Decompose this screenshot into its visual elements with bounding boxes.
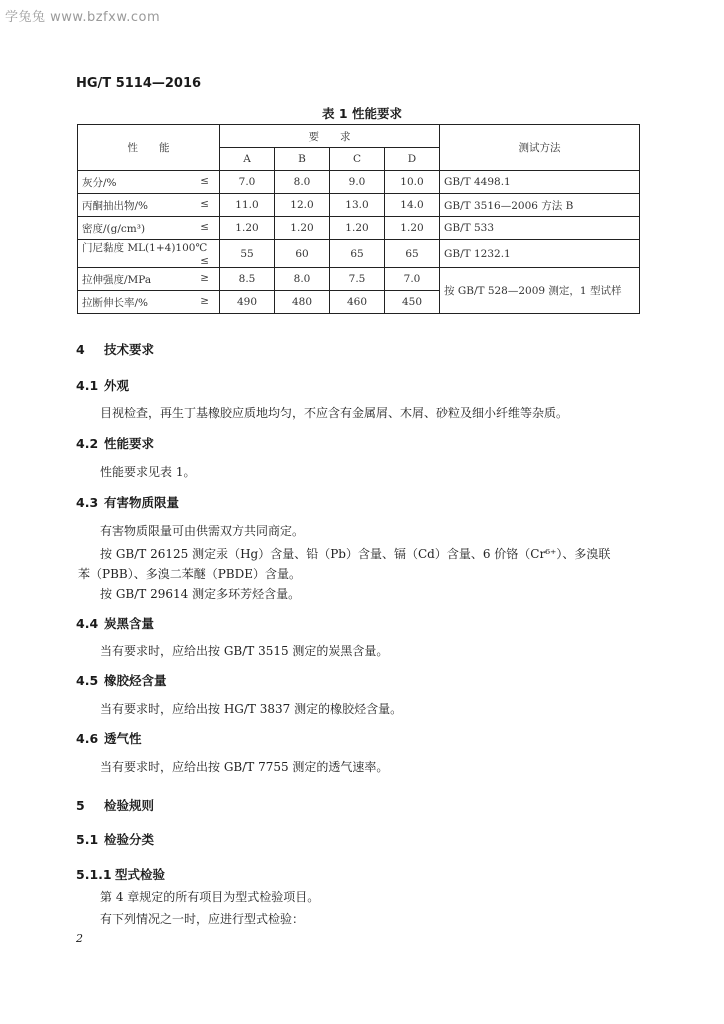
section-4-1-text: 目视检查，再生丁基橡胶应质地均匀，不应含有金属屑、木屑、砂粒及细小纤维等杂质。	[100, 406, 569, 420]
table-caption: 表 1 性能要求	[322, 106, 402, 121]
cell-b: 8.0	[275, 171, 330, 194]
header-grade-d: D	[385, 148, 440, 171]
cell-d: 1.20	[385, 217, 440, 240]
cell-d: 14.0	[385, 194, 440, 217]
cell-b: 480	[275, 291, 330, 314]
row-operator: ≤	[200, 220, 209, 233]
section-5-1-1-text-1: 第 4 章规定的所有项目为型式检验项目。	[100, 890, 320, 904]
cell-a: 8.5	[220, 268, 275, 291]
section-4-3-text-2: 按 GB/T 26125 测定汞（Hg）含量、铅（Pb）含量、镉（Cd）含量、6 价铬（Cr⁶⁺）、多溴联	[100, 547, 611, 561]
cell-d: 65	[385, 240, 440, 268]
section-4-3-heading: 4.3 有害物质限量	[76, 495, 180, 510]
cell-c: 1.20	[330, 217, 385, 240]
header-requirement: 要 求	[220, 125, 440, 148]
cell-method: GB/T 4498.1	[440, 171, 640, 194]
section-4-5-text: 当有要求时，应给出按 HG/T 3837 测定的橡胶烃含量。	[100, 702, 403, 716]
section-4-3-text-2-cont: 苯（PBB）、多溴二苯醚（PBDE）含量。	[78, 567, 301, 581]
document-id: HG/T 5114—2016	[76, 76, 202, 91]
cell-method: GB/T 3516—2006 方法 B	[440, 194, 640, 217]
row-operator: ≥	[200, 294, 209, 307]
section-5-1-1-heading: 5.1.1 型式检验	[76, 867, 166, 882]
cell-a: 490	[220, 291, 275, 314]
section-4-heading: 4 技术要求	[76, 342, 155, 357]
cell-d: 450	[385, 291, 440, 314]
table-row	[78, 217, 640, 240]
row-operator: ≥	[200, 271, 209, 284]
header-method: 测试方法	[440, 125, 640, 171]
section-5-1-1-text-2: 有下列情况之一时，应进行型式检验：	[100, 912, 305, 926]
cell-a: 55	[220, 240, 275, 268]
header-grade-a: A	[220, 148, 275, 171]
row-name: 丙酮抽出物/%	[82, 199, 149, 212]
cell-method: GB/T 533	[440, 217, 640, 240]
cell-method: GB/T 1232.1	[440, 240, 640, 268]
header-grade-c: C	[330, 148, 385, 171]
watermark: 学兔兔 www.bzfxw.com	[5, 10, 161, 25]
section-5-heading: 5 检验规则	[76, 798, 155, 813]
row-name: 密度/(g/cm³)	[82, 222, 146, 235]
section-4-4-heading: 4.4 炭黑含量	[76, 616, 155, 631]
table-row	[78, 268, 640, 291]
cell-b: 60	[275, 240, 330, 268]
cell-a: 7.0	[220, 171, 275, 194]
cell-b: 8.0	[275, 268, 330, 291]
cell-b: 12.0	[275, 194, 330, 217]
section-4-2-text: 性能要求见表 1。	[100, 465, 196, 479]
row-operator: ≤	[200, 197, 209, 210]
cell-method: 按 GB/T 528—2009 测定，1 型试样	[440, 268, 640, 314]
section-4-6-text: 当有要求时，应给出按 GB/T 7755 测定的透气速率。	[100, 760, 389, 774]
table-row	[78, 240, 640, 268]
cell-a: 11.0	[220, 194, 275, 217]
table-row	[78, 171, 640, 194]
section-4-6-heading: 4.6 透气性	[76, 731, 142, 746]
row-name: 拉断伸长率/%	[82, 296, 149, 309]
section-4-2-heading: 4.2 性能要求	[76, 436, 155, 451]
section-4-5-heading: 4.5 橡胶烃含量	[76, 673, 167, 688]
cell-c: 65	[330, 240, 385, 268]
section-4-1-heading: 4.1 外观	[76, 378, 130, 393]
page-number: 2	[76, 932, 83, 945]
cell-c: 460	[330, 291, 385, 314]
header-grade-b: B	[275, 148, 330, 171]
row-name: 门尼黏度 ML(1+4)100℃	[82, 242, 208, 254]
table-row	[78, 194, 640, 217]
cell-b: 1.20	[275, 217, 330, 240]
section-4-4-text: 当有要求时，应给出按 GB/T 3515 测定的炭黑含量。	[100, 644, 389, 658]
cell-d: 10.0	[385, 171, 440, 194]
cell-c: 7.5	[330, 268, 385, 291]
row-name: 拉伸强度/MPa	[82, 273, 152, 286]
performance-table	[77, 124, 640, 314]
row-operator: ≤	[200, 255, 209, 267]
section-4-3-text-1: 有害物质限量可由供需双方共同商定。	[100, 524, 305, 538]
row-operator: ≤	[200, 174, 209, 187]
cell-a: 1.20	[220, 217, 275, 240]
section-5-1-heading: 5.1 检验分类	[76, 832, 155, 847]
cell-d: 7.0	[385, 268, 440, 291]
cell-c: 9.0	[330, 171, 385, 194]
cell-c: 13.0	[330, 194, 385, 217]
section-4-3-text-3: 按 GB/T 29614 测定多环芳烃含量。	[100, 587, 301, 601]
header-property: 性 能	[78, 125, 220, 171]
row-name: 灰分/%	[82, 176, 117, 189]
